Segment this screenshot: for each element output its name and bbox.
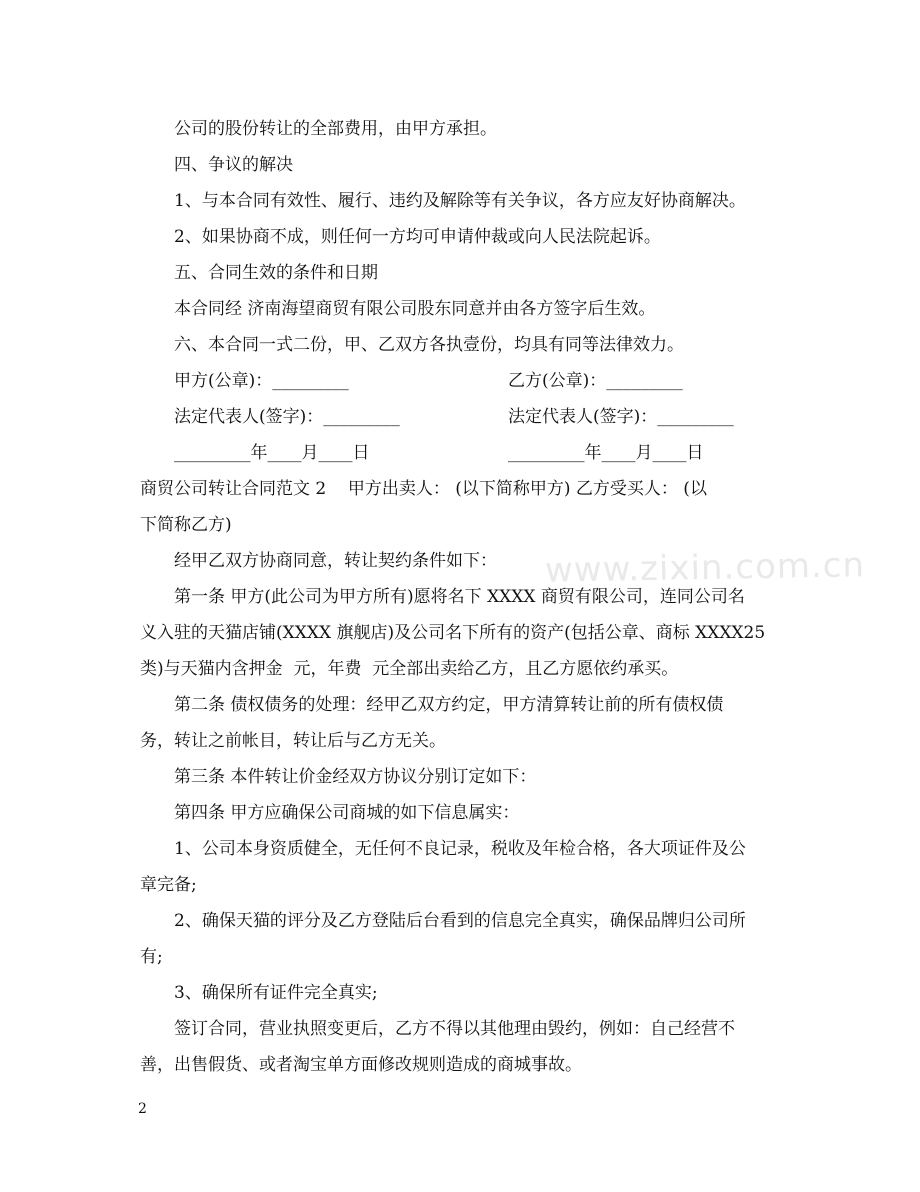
page-number: 2 — [138, 1101, 147, 1117]
article-4: 第四条 甲方应确保公司商城的如下信息属实： — [174, 803, 520, 823]
list-item: 1、公司本身资质健全，无任何不良记录，税收及年检合格，各大项证件及公 — [174, 839, 746, 859]
paragraph-line: 签订合同，营业执照变更后，乙方不得以其他理由毁约，例如：自己经营不 — [174, 1019, 735, 1039]
article-3: 第三条 本件转让价金经双方协议分别订定如下： — [174, 767, 537, 787]
section-heading: 四、争议的解决 — [174, 155, 293, 175]
paragraph-line: 类)与天猫内含押金 元，年费 元全部出卖给乙方，且乙方愿依约承买。 — [140, 659, 679, 679]
party-b-representative-field: 法定代表人(签字)：_________ — [508, 407, 734, 427]
section-heading: 五、合同生效的条件和日期 — [174, 263, 378, 283]
party-b-seal-field: 乙方(公章)：_________ — [508, 371, 683, 391]
paragraph-line: 2、如果协商不成，则任何一方均可申请仲裁或向人民法院起诉。 — [174, 227, 661, 247]
list-item: 2、确保天猫的评分及乙方登陆后台看到的信息完全真实，确保品牌归公司所 — [174, 911, 746, 931]
paragraph-line: 公司的股份转让的全部费用，由甲方承担。 — [174, 119, 497, 139]
party-b-date-field: _________年____月____日 — [508, 443, 704, 463]
paragraph-line: 六、本合同一式二份，甲、乙双方各执壹份，均具有同等法律效力。 — [174, 335, 684, 355]
paragraph-line: 下简称乙方) — [140, 515, 232, 535]
paragraph-line: 有; — [140, 947, 163, 967]
party-a-representative-field: 法定代表人(签字)：_________ — [174, 407, 400, 427]
paragraph-line: 善，出售假货、或者淘宝单方面修改规则造成的商城事故。 — [140, 1055, 582, 1075]
paragraph-line: 商贸公司转让合同范文 2 甲方出卖人： (以下简称甲方) 乙方受买人： (以 — [140, 479, 707, 499]
article-2: 第二条 债权债务的处理：经甲乙双方约定，甲方清算转让前的所有债权债 — [174, 695, 724, 715]
party-a-date-field: _________年____月____日 — [174, 443, 370, 463]
paragraph-line: 章完备; — [140, 875, 197, 895]
list-item: 3、确保所有证件完全真实; — [174, 983, 378, 1003]
watermark: www.zixin.com.cn — [544, 545, 866, 591]
paragraph-line: 义入驻的天猫店铺(XXXX 旗舰店)及公司名下所有的资产(包括公章、商标 XXXX25 — [140, 623, 766, 643]
paragraph-line: 务，转让之前帐目，转让后与乙方无关。 — [140, 731, 446, 751]
paragraph-line: 经甲乙双方协商同意，转让契约条件如下： — [174, 551, 497, 571]
paragraph-line: 1、与本合同有效性、履行、违约及解除等有关争议，各方应友好协商解决。 — [174, 191, 746, 211]
article-1: 第一条 甲方(此公司为甲方所有)愿将名下 XXXX 商贸有限公司，连同公司名 — [174, 587, 745, 607]
paragraph-line: 本合同经 济南海望商贸有限公司股东同意并由各方签字后生效。 — [174, 299, 656, 319]
party-a-seal-field: 甲方(公章)：_________ — [174, 371, 349, 391]
